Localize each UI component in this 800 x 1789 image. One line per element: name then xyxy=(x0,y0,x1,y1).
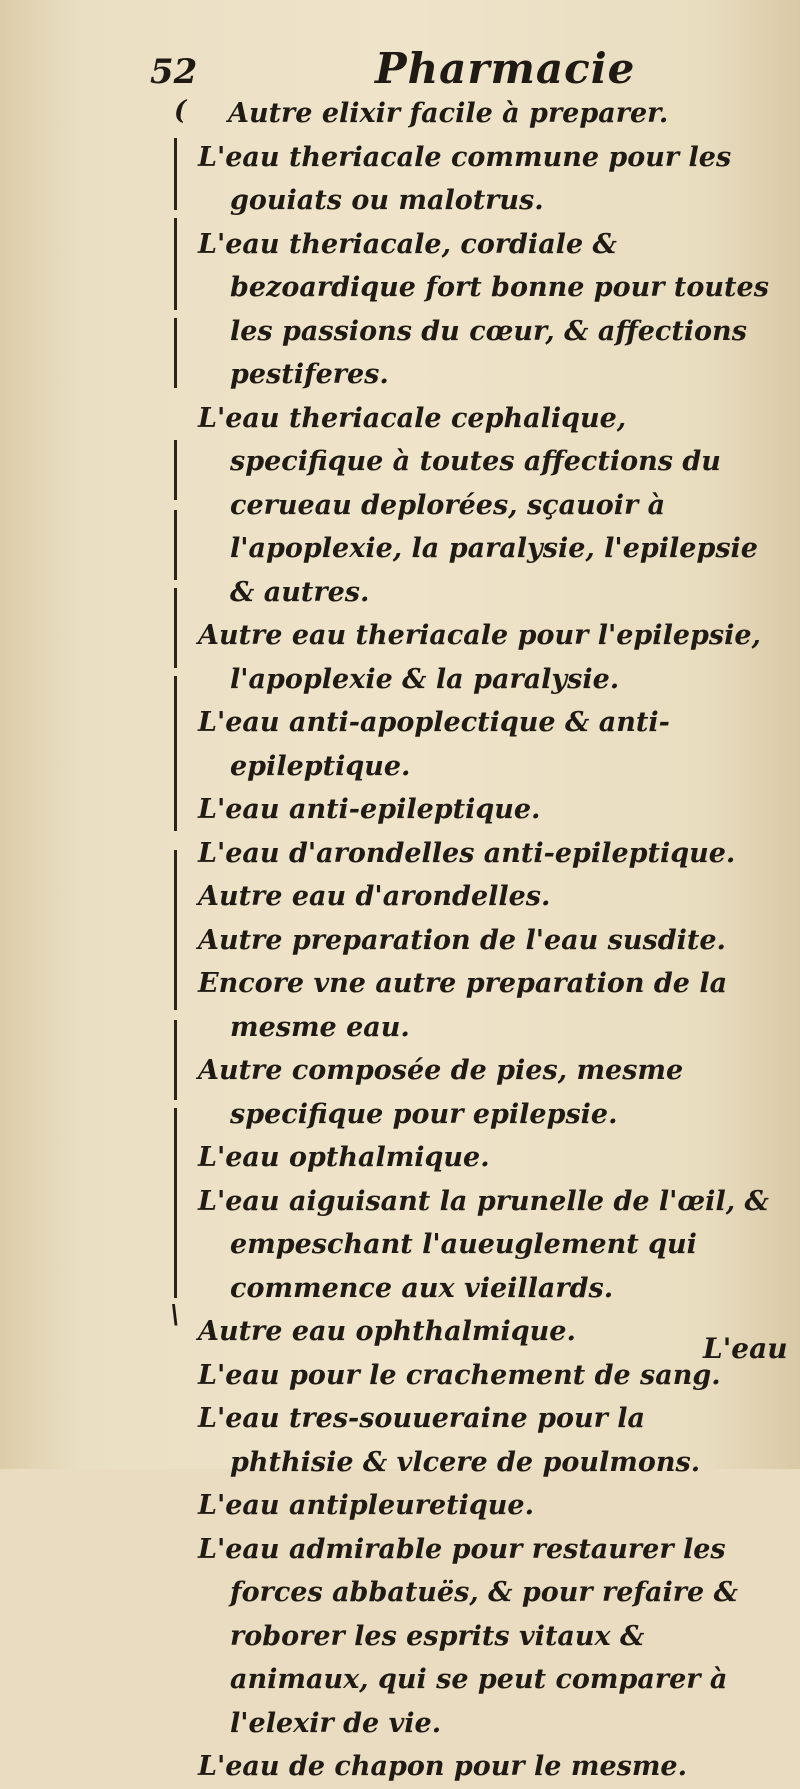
toc-entry: L'eau antipleuretique. xyxy=(198,1490,534,1521)
toc-entry: Encore vne autre preparation de la mesme eau. xyxy=(198,968,728,1043)
toc-entry: L'eau theriacale commune pour les gouiats ou malotrus. xyxy=(198,141,732,216)
toc-entry: Autre eau d'arondelles. xyxy=(198,881,551,912)
toc-entry: L'eau theriacale cephalique, specifique à toutes affections du cerueau deplorées, sçauoir à l'apoplexie, la paralysie, l'epilepsie & autres. xyxy=(198,402,758,608)
toc-entry: Autre elixir facile à preparer. xyxy=(228,98,669,129)
toc-entry: L'eau d'arondelles anti-epileptique. xyxy=(198,837,736,869)
bracket-line xyxy=(174,850,177,1010)
toc-entry: L'eau pour le crachement de sang. xyxy=(198,1359,721,1391)
margin-brackets xyxy=(0,0,200,1469)
bracket-line xyxy=(174,588,177,668)
bracket-line xyxy=(174,440,177,500)
table-of-contents-entries xyxy=(198,92,773,1789)
bracket-line xyxy=(174,676,177,831)
toc-entry: Autre eau theriacale pour l'epilepsie, l'apoplexie & la paralysie. xyxy=(198,620,761,695)
bracket-line xyxy=(174,318,177,388)
toc-entry: L'eau anti-epileptique. xyxy=(198,794,541,825)
toc-entry: Autre composée de pies, mesme specifique pour epilepsie. xyxy=(198,1055,684,1130)
toc-entry: L'eau anti-apoplectique & anti-epileptique. xyxy=(198,707,670,782)
toc-entry: L'eau aiguisant la prunelle de l'œil, & empeschant l'aueuglement qui commence aux vieillards. xyxy=(198,1185,769,1304)
toc-entry: L'eau de chapon pour le mesme. xyxy=(198,1751,687,1782)
bracket-line xyxy=(174,218,177,310)
toc-entry: Autre eau ophthalmique. xyxy=(198,1316,576,1347)
toc-entry: Autre preparation de l'eau susdite. xyxy=(198,924,726,956)
bracket-line xyxy=(174,1020,177,1100)
running-title: Pharmacie xyxy=(375,44,636,93)
toc-entry: L'eau opthalmique. xyxy=(198,1142,490,1173)
catchword: L'eau xyxy=(703,1332,788,1365)
toc-entry: L'eau tres-souueraine pour la phthisie & vlcere de poulmons. xyxy=(198,1403,701,1478)
bracket-line xyxy=(174,1108,177,1298)
toc-entry: L'eau admirable pour restaurer les forces abbatuës, & pour refaire & roborer les esprits vitaux & animaux, qui se peut comparer à l'elexir de vie. xyxy=(198,1533,738,1739)
bracket-open-mark: ( xyxy=(174,96,187,126)
page-number: 52 xyxy=(150,52,198,92)
toc-entry: L'eau theriacale, cordiale & bezoardique fort bonne pour toutes les passions du cœur, & affections pestiferes. xyxy=(198,228,769,390)
bracket-close-mark: \ xyxy=(170,1300,180,1330)
bracket-line xyxy=(174,138,177,210)
bracket-line xyxy=(174,510,177,580)
